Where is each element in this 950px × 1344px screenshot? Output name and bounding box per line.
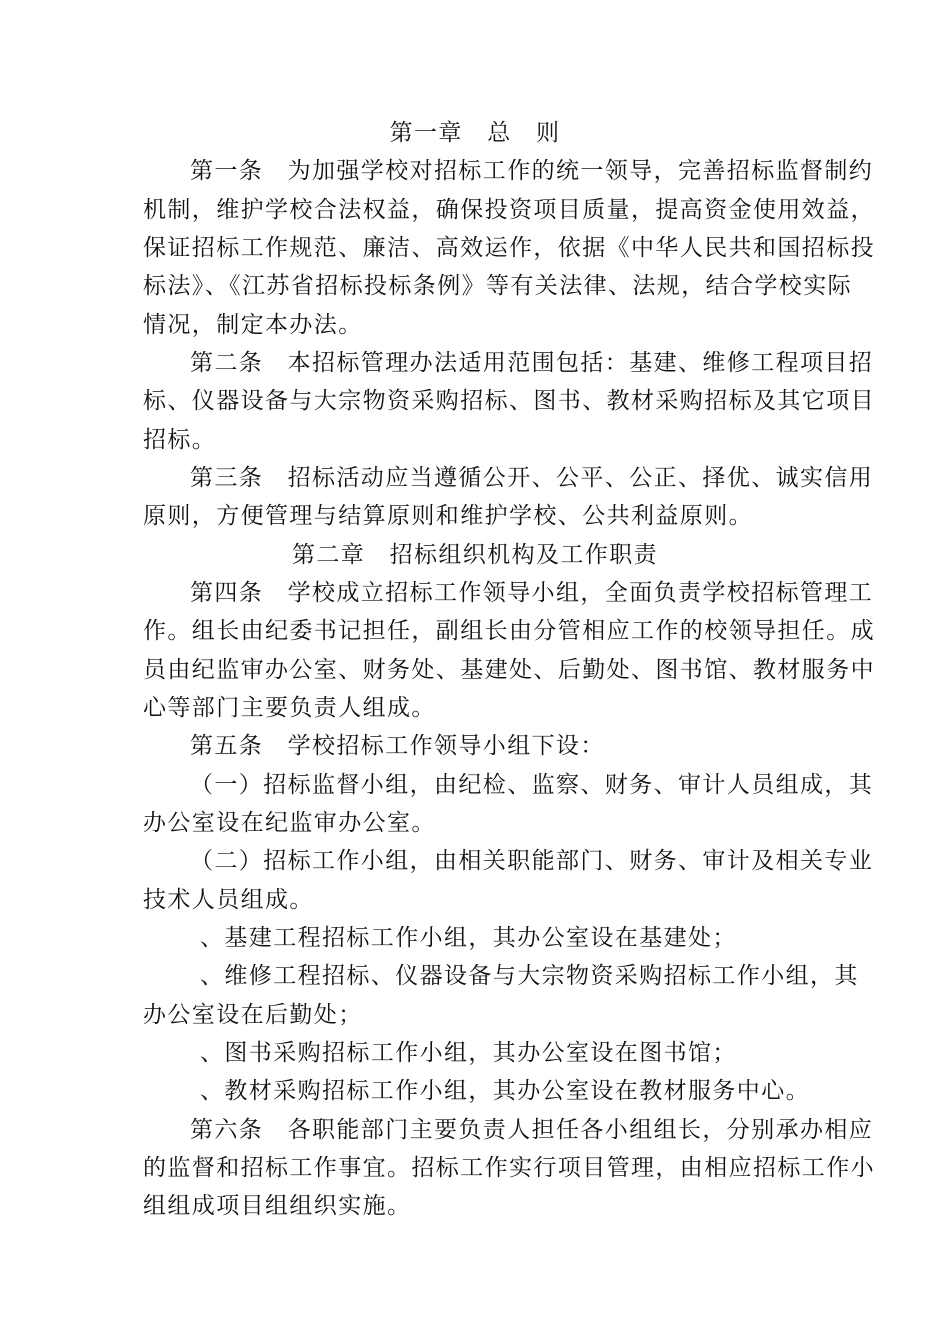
article-4-line-4: 心等部门主要负责人组成。 bbox=[143, 695, 436, 721]
article-1-line-2: 机制，维护学校合法权益，确保投资项目质量，提高资金使用效益， bbox=[143, 197, 875, 223]
article-5-line-1: 第五条 学校招标工作领导小组下设： bbox=[190, 733, 605, 759]
article-4-line-2: 作。组长由纪委书记担任，副组长由分管相应工作的校领导担任。成 bbox=[143, 618, 875, 644]
article-6-line-3: 组组成项目组组织实施。 bbox=[143, 1193, 412, 1219]
chapter-1-title: 第一章 总 则 bbox=[389, 120, 561, 146]
article-2-line-3: 招标。 bbox=[143, 427, 217, 453]
article-2-line-2: 标、仪器设备与大宗物资采购招标、图书、教材采购招标及其它项目 bbox=[143, 388, 875, 414]
subitem-4: 、教材采购招标工作小组，其办公室设在教材服务中心。 bbox=[200, 1078, 810, 1104]
article-1-line-5: 情况，制定本办法。 bbox=[143, 312, 363, 338]
article-5-item-2-line-1: （二）招标工作小组，由相关职能部门、财务、审计及相关专业 bbox=[190, 848, 874, 874]
article-6-line-1: 第六条 各职能部门主要负责人担任各小组组长，分别承办相应 bbox=[190, 1117, 874, 1143]
chapter-2-title: 第二章 招标组织机构及工作职责 bbox=[292, 542, 658, 568]
subitem-2-line-2: 办公室设在后勤处； bbox=[143, 1002, 363, 1028]
article-1-line-1: 第一条 为加强学校对招标工作的统一领导，完善招标监督制约 bbox=[190, 158, 874, 184]
subitem-3: 、图书采购招标工作小组，其办公室设在图书馆； bbox=[200, 1040, 737, 1066]
article-6-line-2: 的监督和招标工作事宜。招标工作实行项目管理，由相应招标工作小 bbox=[143, 1155, 875, 1181]
article-5-item-1-line-1: （一）招标监督小组，由纪检、监察、财务、审计人员组成，其 bbox=[190, 772, 874, 798]
article-4-line-3: 员由纪监审办公室、财务处、基建处、后勤处、图书馆、教材服务中 bbox=[143, 657, 875, 683]
article-3-line-1: 第三条 招标活动应当遵循公开、公平、公正、择优、诚实信用 bbox=[190, 465, 874, 491]
article-4-line-1: 第四条 学校成立招标工作领导小组，全面负责学校招标管理工 bbox=[190, 580, 874, 606]
article-3-line-2: 原则，方便管理与结算原则和维护学校、公共利益原则。 bbox=[143, 503, 753, 529]
article-1-line-4: 标法》、《江苏省招标投标条例》等有关法律、法规，结合学校实际 bbox=[143, 273, 852, 299]
article-5-item-2-line-2: 技术人员组成。 bbox=[143, 887, 314, 913]
article-5-item-1-line-2: 办公室设在纪监审办公室。 bbox=[143, 810, 436, 836]
subitem-1: 、基建工程招标工作小组，其办公室设在基建处； bbox=[200, 925, 737, 951]
article-2-line-1: 第二条 本招标管理办法适用范围包括：基建、维修工程项目招 bbox=[190, 350, 874, 376]
article-1-line-3: 保证招标工作规范、廉洁、高效运作，依据《中华人民共和国招标投 bbox=[143, 235, 875, 261]
subitem-2-line-1: 、维修工程招标、仪器设备与大宗物资采购招标工作小组，其 bbox=[200, 963, 859, 989]
